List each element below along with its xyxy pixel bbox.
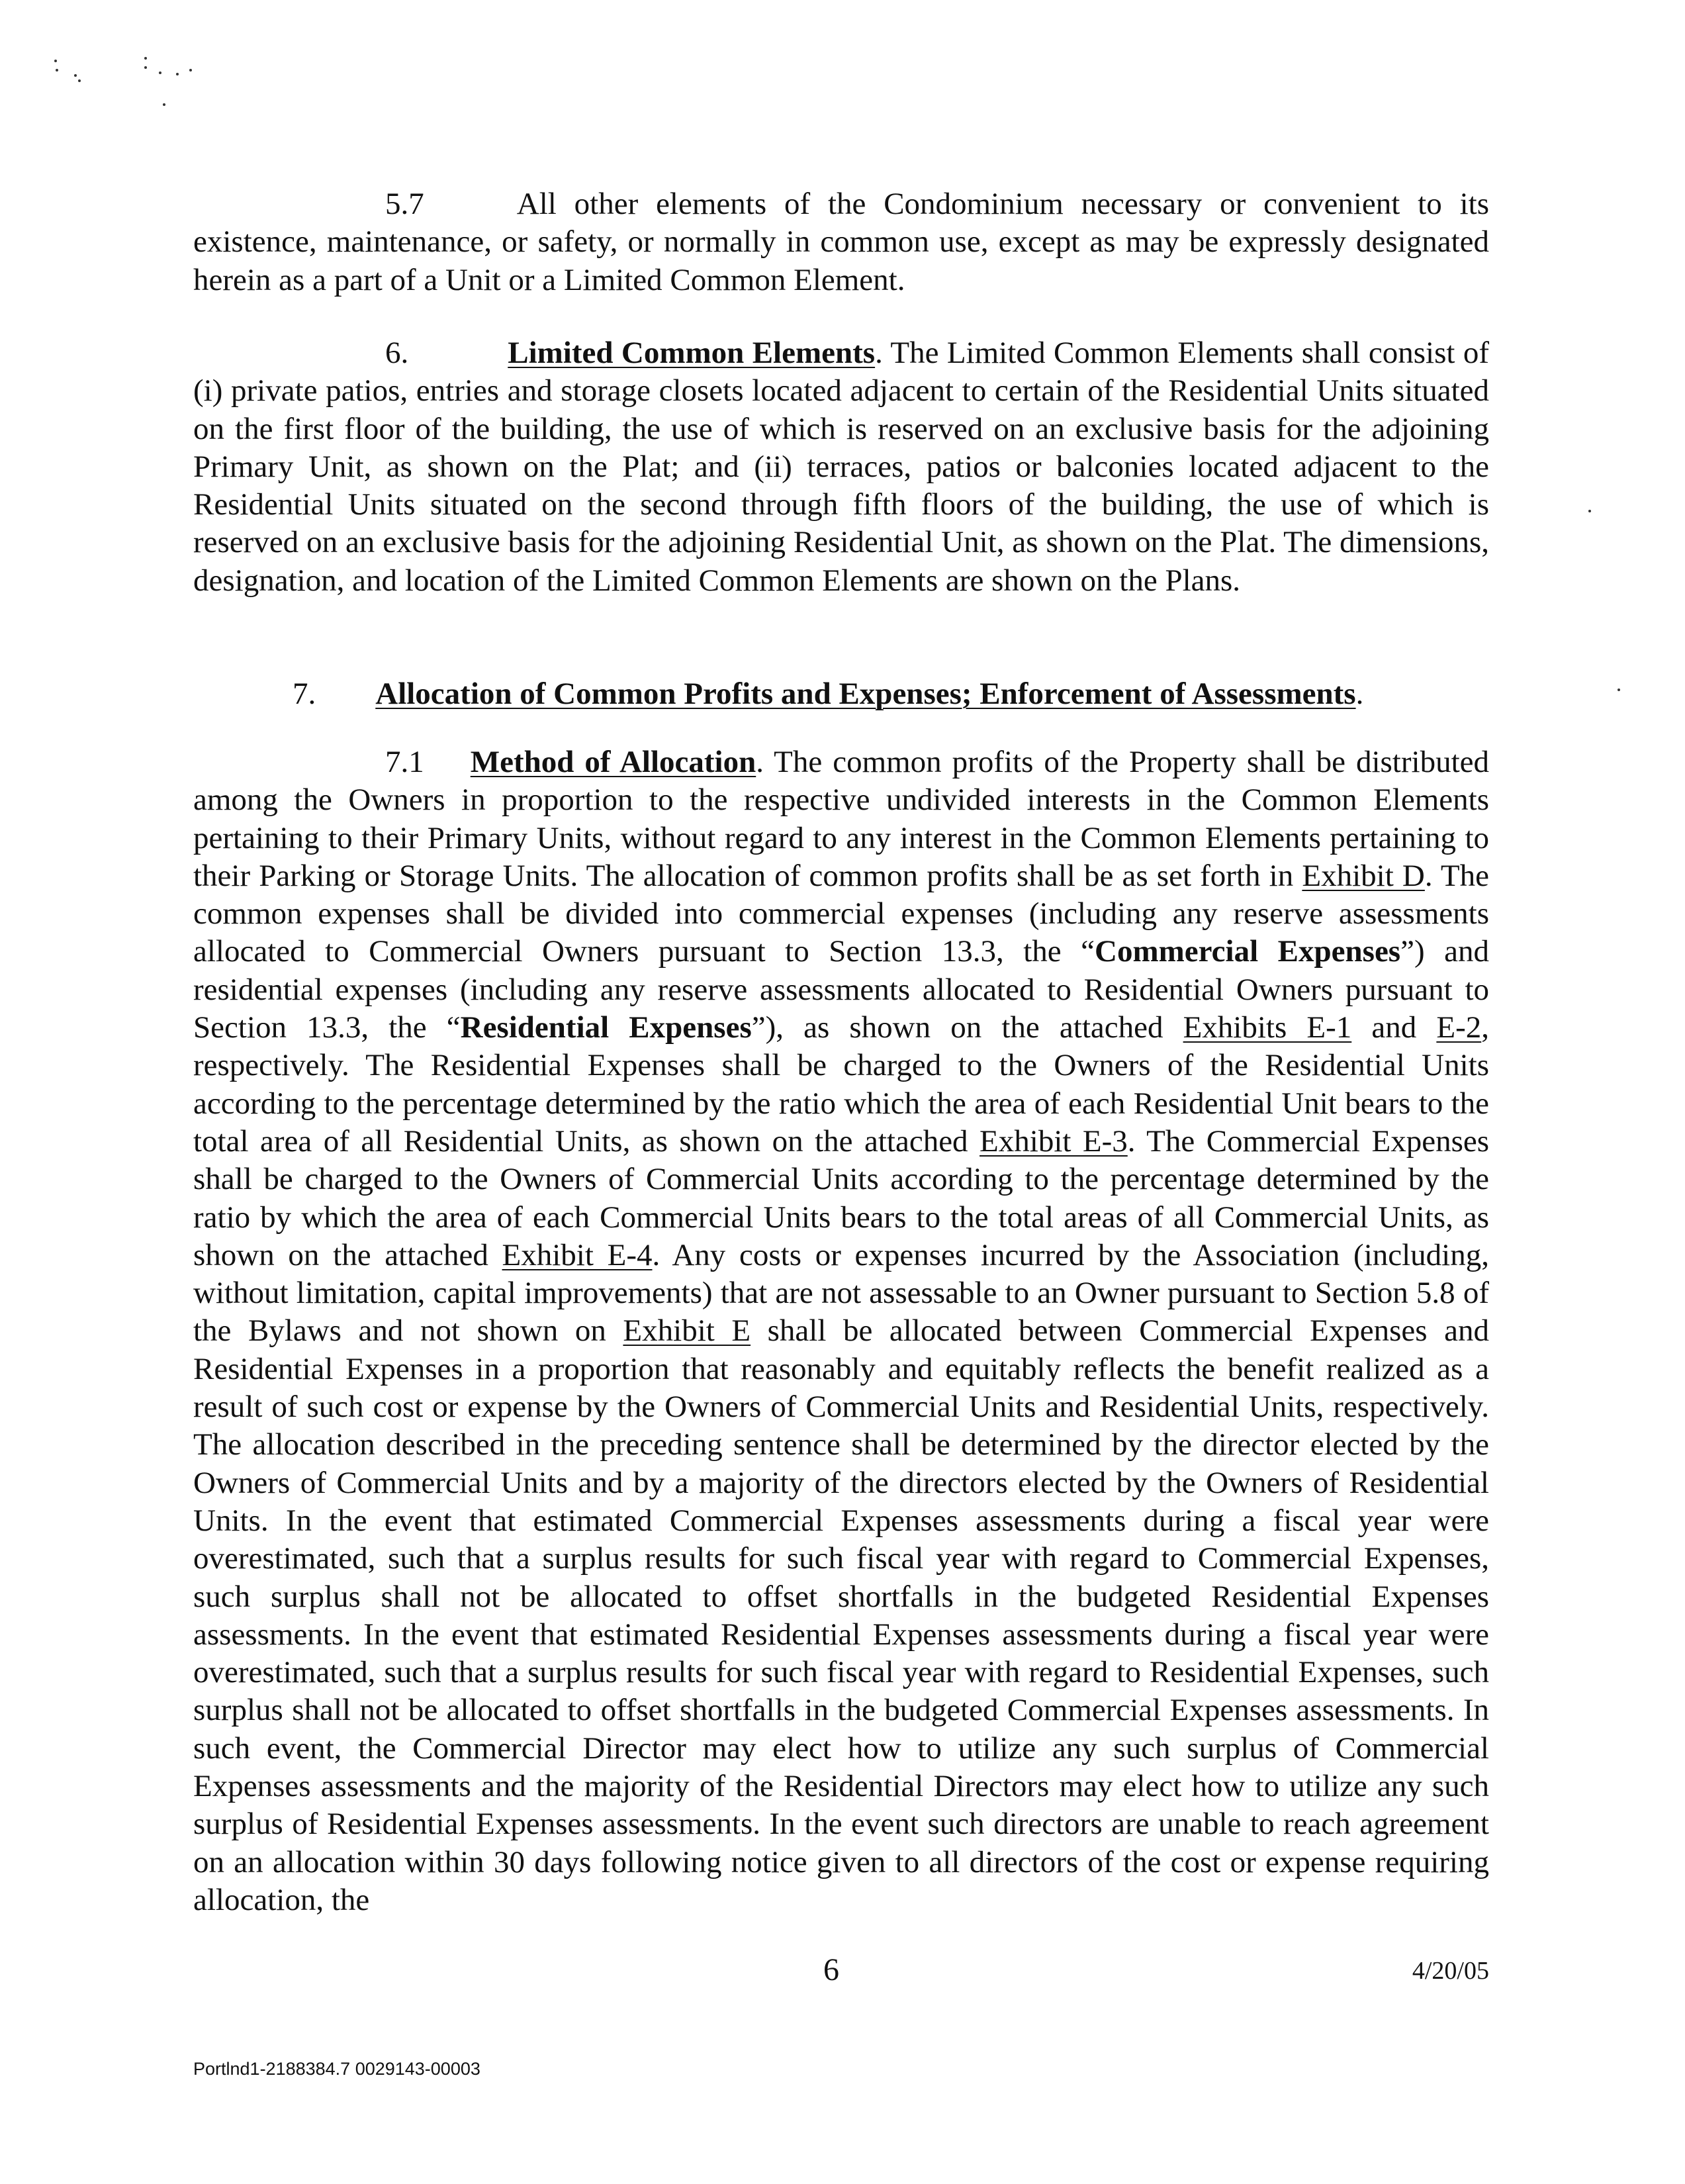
scan-speck bbox=[176, 73, 179, 75]
page-number: 6 bbox=[823, 1952, 839, 1987]
scan-speck bbox=[1588, 510, 1591, 512]
revision-date: 4/20/05 bbox=[1412, 1957, 1489, 1985]
section-6-paragraph bbox=[193, 334, 1489, 600]
document-id: Portlnd1-2188384.7 0029143-00003 bbox=[193, 2059, 480, 2079]
section-number: 5.7 bbox=[385, 187, 424, 221]
exhibit-d-reference: Exhibit D bbox=[1302, 858, 1425, 893]
text-run: . The common expenses shall be divided into commercial expenses (including any reserve assessments allocated to Commercial Owners pursuant to Section 13.3, the “ bbox=[193, 858, 1489, 969]
text-run: and bbox=[1351, 1010, 1437, 1045]
scan-speck bbox=[163, 103, 165, 106]
section-5-7-paragraph bbox=[193, 185, 1489, 299]
scan-speck bbox=[74, 74, 77, 77]
section-text: All other elements of the Condominium necessary or convenient to its existence, maintenance, or safety, or normally in common use, except as may be expressly designated herein as a part of a Unit or a Limited Common Element. bbox=[193, 187, 1489, 297]
section-heading: Allocation of Common Profits and Expenses; Enforcement of Assessments bbox=[375, 677, 1356, 711]
scan-speck bbox=[56, 69, 58, 71]
residential-expenses-term: Residential Expenses bbox=[460, 1010, 752, 1045]
section-text: . The Limited Common Elements shall consist of (i) private patios, entries and storage closets located adjacent to certain of the Residential Units situated on the first floor of the building, the use of which is reserved on an exclusive basis for the adjoining Primary Unit, as shown on the Plat; and (ii) terraces, patios or balconies located adjacent to the Residential Units situated on the second through fifth floors of the building, the use of which is reserved on an exclusive basis for the adjoining Residential Unit, as shown on the Plat. The dimensions, designation, and location of the Limited Common Elements are shown on the Plans. bbox=[193, 336, 1489, 598]
exhibits-e1-reference: Exhibits E-1 bbox=[1183, 1010, 1352, 1045]
text-run: . The common profits of the Property shall be distributed among the Owners in proportion to the respective undivided interests in the Common Elements pertaining to their Primary Units, without regard to any interest in the Common Elements pertaining to their Parking or Storage Units. The allocation of common profits shall be as set forth in bbox=[193, 745, 1489, 893]
scan-speck bbox=[78, 79, 81, 82]
scan-speck bbox=[159, 71, 161, 74]
text-run: , respectively. The Residential Expenses shall be charged to the Owners of the Residential Units according to the percentage determined by the ratio which the area of each Residential Unit bears to the total area of all Residential Units, as shown on the attached bbox=[193, 1010, 1489, 1159]
section-number: 7.1 bbox=[385, 745, 424, 779]
scan-speck bbox=[144, 57, 147, 60]
section-number: 6. bbox=[385, 336, 409, 370]
text-run: shall be allocated between Commercial Expenses and Residential Expenses in a proportion that reasonably and equitably reflects the benefit realized as a result of such cost or expense by the Owners of Commercial Units and Residential Units, respectively. The allocation described in the preceding sentence shall be determined by the director elected by the Owners of Commercial Units and by a majority of the directors elected by the Owners of Residential Units. In the event that estimated Commercial Expenses assessments during a fiscal year were overestimated, such that a surplus results for such fiscal year with regard to Commercial Expenses, such surplus shall not be allocated to offset shortfalls in the budgeted Residential Expenses assessments. In the event that estimated Residential Expenses assessments during a fiscal year were overestimated, such that a surplus results for such fiscal year with regard to Residential Expenses, such surplus shall not be allocated to offset shortfalls in the budgeted Commercial Expenses assessments. In such event, the Commercial Director may elect how to utilize any such surplus of Commercial Expenses assessments and the majority of the Residential Directors may elect how to utilize any such surplus of Residential Expenses assessments. In the event such directors are unable to reach agreement on an allocation within 30 days following notice given to all directors of the cost or expense requiring allocation, the bbox=[193, 1313, 1489, 1917]
exhibit-e4-reference: Exhibit E-4 bbox=[502, 1237, 653, 1272]
section-7-1-paragraph bbox=[193, 743, 1489, 1919]
section-heading: Limited Common Elements bbox=[508, 336, 876, 370]
scan-speck bbox=[54, 60, 57, 62]
section-7-heading bbox=[193, 675, 1489, 713]
exhibit-e2-reference: E-2 bbox=[1436, 1010, 1482, 1045]
section-heading: Method of Allocation bbox=[470, 745, 756, 779]
heading-period: . bbox=[1355, 677, 1364, 711]
text-run: ”) and residential expenses (including any reserve assessments allocated to Residential Owners pursuant to Section 13.3, the “ bbox=[193, 934, 1489, 1045]
text-run: . The Commercial Expenses shall be charged to the Owners of Commercial Units according to the percentage determined by the ratio by which the area of each Commercial Units bears to the total areas of all Commercial Units, as shown on the attached bbox=[193, 1123, 1490, 1272]
exhibit-e3-reference: Exhibit E-3 bbox=[979, 1123, 1128, 1159]
scan-speck bbox=[1617, 688, 1620, 691]
exhibit-e-reference: Exhibit E bbox=[623, 1313, 751, 1349]
commercial-expenses-term: Commercial Expenses bbox=[1095, 934, 1401, 969]
section-number: 7. bbox=[293, 677, 316, 711]
scan-speck bbox=[189, 69, 192, 71]
scan-speck bbox=[144, 66, 147, 69]
text-run: . Any costs or expenses incurred by the Association (including, without limitation, capital improvements) that are not assessable to an Owner pursuant to Section 5.8 of the Bylaws and not shown on bbox=[193, 1237, 1489, 1349]
text-run: ”), as shown on the attached bbox=[751, 1010, 1183, 1045]
